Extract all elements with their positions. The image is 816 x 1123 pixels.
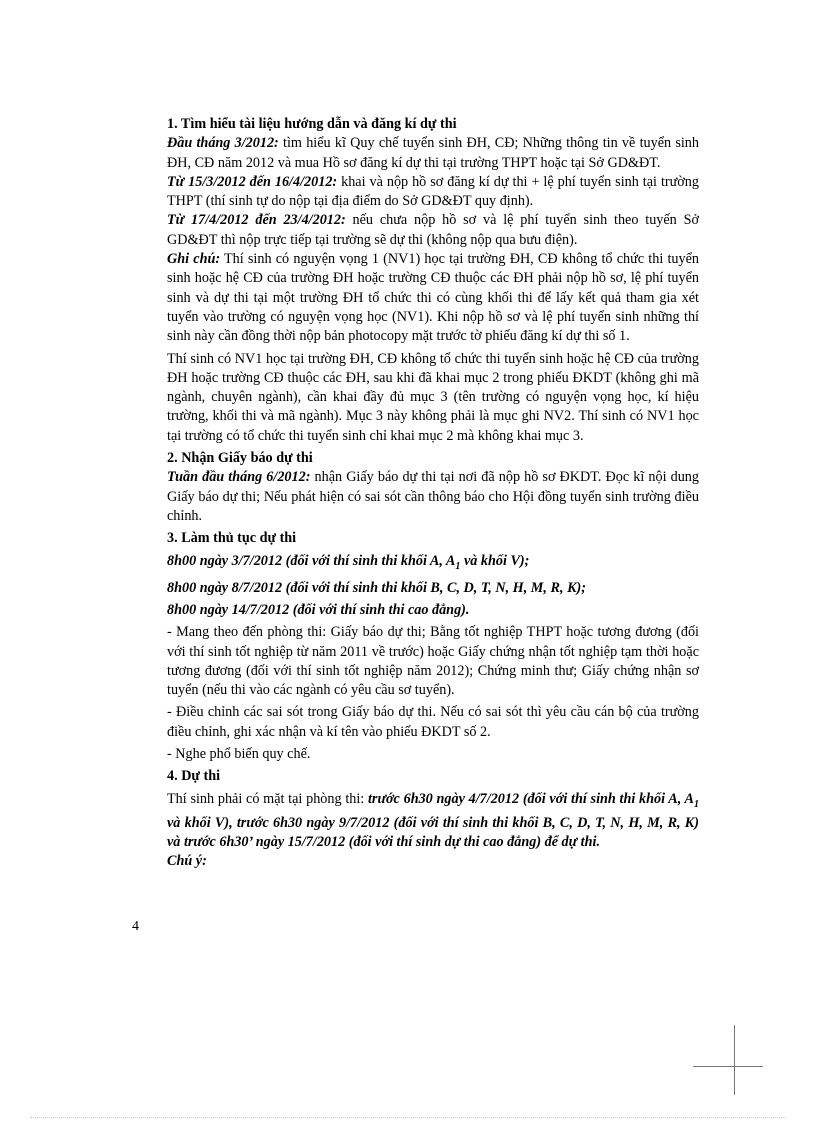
section-1-paragraph-3 [167, 211, 699, 250]
paragraph-text: tìm hiểu kĩ Quy chế tuyển sinh ĐH, CĐ; Những thông tin về tuyển sinh ĐH, CĐ năm 2012 và mua Hồ sơ đăng kí dự thi tại trường THPT hoặc tại Sở GD&ĐT. [167, 135, 699, 171]
schedule-text: 8h00 ngày 3/7/2012 (đối với thí sinh thi khối A, A [167, 552, 456, 569]
schedule-line-2: 8h00 ngày 8/7/2012 (đối với thí sinh thi khối B, C, D, T, N, H, M, R, K); [167, 579, 586, 596]
section-2-paragraph-1 [167, 468, 699, 526]
schedule-line-3: 8h00 ngày 14/7/2012 (đối với thí sinh thi cao đẳng). [167, 601, 470, 618]
schedule-text: và khối V); [460, 552, 530, 569]
section-1-note [167, 250, 699, 346]
date-label: Từ 15/3/2012 đến 16/4/2012: [167, 173, 338, 190]
emphasis-text: và khối V), trước 6h30 ngày 9/7/2012 (đối với thí sinh thi khối B, C, D, T, N, H, M, R, K) và trước 6h30’ ngày 15/7/2012 (đối với thí sinh dự thi cao đẳng) để dự thi. [167, 814, 699, 851]
page-number: 4 [132, 919, 139, 934]
crop-mark-vertical [734, 1025, 735, 1095]
date-label: Đầu tháng 3/2012: [167, 135, 279, 152]
paragraph-text: Thí sinh có nguyện vọng 1 (NV1) học tại trường ĐH, CĐ không tổ chức thi tuyển sinh hoặc hệ CĐ của trường ĐH hoặc trường CĐ thuộc các ĐH phải nộp hồ sơ, lệ phí tuyển sinh và dự thi tại một trường ĐH tổ chức thi có cùng khối thi để lấy kết quả tham gia xét tuyển vào trường có nguyện vọng học (NV1). Khi nộp hồ sơ và lệ phí tuyển sinh những thí sinh này cần đồng thời nộp bản photocopy mặt trước tờ phiếu đăng kí dự thi số 1. [167, 251, 699, 345]
paragraph-text: Thí sinh phải có mặt tại phòng thi: [167, 790, 368, 807]
section-1-paragraph-2 [167, 173, 699, 212]
note-label: Chú ý: [167, 853, 207, 870]
section-1-title: 1. Tìm hiểu tài liệu hướng dẫn và đăng kí dự thi [167, 116, 457, 132]
emphasis-text: trước 6h30 ngày 4/7/2012 (đối với thí sinh thi khối A, A [367, 790, 694, 807]
section-2-title: 2. Nhận Giấy báo dự thi [167, 450, 313, 467]
paragraph-text: nhận Giấy báo dự thi tại nơi đã nộp hồ sơ ĐKDT. Đọc kĩ nội dung Giấy báo dự thi; Nếu phát hiện có sai sót cần thông báo cho Hội đồng tuyển sinh trường điều chỉnh. [167, 469, 699, 524]
schedule-line-1 [167, 552, 699, 576]
subscript: 1 [455, 560, 461, 572]
date-label: Tuần đầu tháng 6/2012: [167, 469, 311, 486]
section-1-paragraph-5: Thí sinh có NV1 học tại trường ĐH, CĐ không tổ chức thi tuyển sinh hoặc hệ CĐ của trường ĐH hoặc trường CĐ thuộc các ĐH, sau khi đã khai mục 2 trong phiếu ĐKDT (không ghi mã ngành, chuyên ngành), cần khai đầy đủ mục 3 (tên trường có nguyện vọng học, kí hiệu trường, khối thi và mã ngành). Mục 3 này không phải là mục ghi NV2. Thí sinh có NV1 học tại trường có tổ chức thi tuyển sinh chỉ khai mục 2 mà không khai mục 3. [167, 350, 699, 444]
paragraph-text: nếu chưa nộp hồ sơ và lệ phí tuyển sinh theo tuyến Sở GD&ĐT thì nộp trực tiếp tại trường sẽ dự thi (không nộp qua bưu điện). [167, 212, 699, 248]
section-1-paragraph-1 [167, 134, 699, 173]
section-3-title: 3. Làm thủ tục dự thi [167, 530, 297, 547]
crop-mark [693, 1025, 763, 1095]
page-bottom-divider [30, 1117, 786, 1118]
document-body [167, 115, 699, 872]
note-label: Ghi chú: [167, 251, 221, 268]
section-4-title: 4. Dự thi [167, 768, 221, 785]
bullet-2: - Điều chỉnh các sai sót trong Giấy báo dự thi. Nếu có sai sót thì yêu cầu cán bộ của trường điều chỉnh, ghi xác nhận và kí tên vào phiếu ĐKDT số 2. [167, 704, 699, 740]
paragraph-text: khai và nộp hồ sơ đăng kí dự thi + lệ phí tuyển sinh tại trường THPT (thí sinh tự do nộp tại địa điểm do Sở GD&ĐT quy định). [167, 173, 699, 210]
bullet-3: - Nghe phổ biến quy chế. [167, 746, 311, 763]
bullet-1: - Mang theo đến phòng thi: Giấy báo dự thi; Bằng tốt nghiệp THPT hoặc tương đương (đối với thí sinh tốt nghiệp từ năm 2011 về trước) hoặc Giấy chứng nhận tốt nghiệp tạm thời hoặc tương đương (đối với thí sinh tốt nghiệp năm 2012); Chứng minh thư; Giấy chứng nhận sơ tuyển (nếu thi vào các ngành có yêu cầu sơ tuyển). [167, 624, 699, 699]
date-label: Từ 17/4/2012 đến 23/4/2012: [167, 212, 346, 229]
crop-mark-horizontal [693, 1066, 763, 1067]
section-4-paragraph-1 [167, 790, 699, 853]
subscript: 1 [694, 798, 699, 810]
